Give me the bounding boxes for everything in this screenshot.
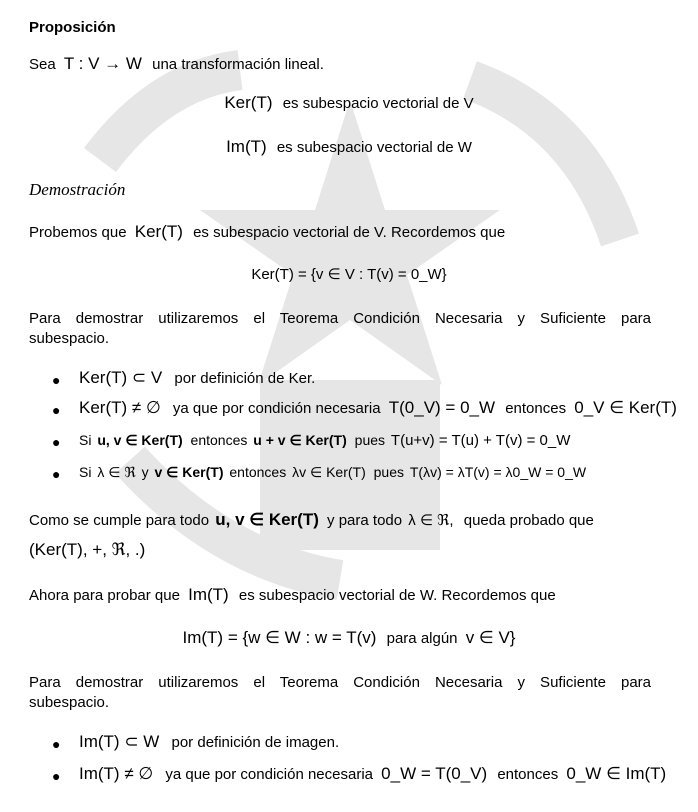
bullet-icon: ● [52, 402, 61, 418]
im-definition-post: v ∈ V} [465, 628, 516, 647]
im-bullet-1-text: por definición de imagen. [171, 734, 340, 751]
ker-bullet-3 [79, 430, 570, 451]
ker-bullet-4 [79, 462, 586, 482]
ker-bullet-2-result: 0_V ∈ Ker(T) [574, 398, 677, 417]
ker-conclusion-pre: Como se cumple para todo [29, 512, 210, 529]
ker-definition: Ker(T) = {v ∈ V : T(v) = 0_W} [251, 266, 447, 283]
ker-bullet-2-then: entonces [505, 400, 567, 417]
ker-bullet-2-eq: T(0_V) = 0_W [388, 398, 496, 417]
im-definition [0, 628, 698, 649]
ker-bullet-1-text: por definición de Ker. [174, 370, 316, 387]
ker-lead-post: es subespacio vectorial de V. Recordemos que [193, 224, 506, 241]
bullet-icon: ● [52, 434, 61, 450]
claim-ker-text: es subespacio vectorial de V [282, 95, 474, 112]
claim-im-text: es subespacio vectorial de W [276, 139, 472, 156]
intro-rest: una transformación lineal. [152, 56, 324, 73]
ker-conclusion-mid: y para todo [327, 512, 403, 529]
ker-paragraph-line2: subespacio. [29, 330, 110, 347]
im-bullet-2-eq: 0_W = T(0_V) [381, 764, 488, 783]
intro-line [29, 54, 324, 75]
ker-bullet-4-m3: λv ∈ Ker(T) [292, 464, 366, 480]
ker-bullet-2-math: Ker(T) ≠ ∅ [79, 398, 161, 417]
proof-title: Demostración [29, 180, 126, 199]
ker-bullet-1-math: Ker(T) ⊂ V [79, 368, 163, 387]
im-paragraph-line1: Para demostrar utilizaremos el Teorema Condición Necesaria y Suficiente para [29, 674, 651, 691]
intro-map: T : V → W [63, 54, 142, 73]
im-lead-post: es subespacio vectorial de W. Recordemos que [238, 587, 556, 604]
ker-bullet-4-m1: λ ∈ ℜ [97, 464, 136, 480]
ker-bullet-3-m3: T(u+v) = T(u) + T(v) = 0_W [390, 432, 571, 449]
im-lead [29, 585, 556, 606]
ker-bullet-1 [79, 368, 315, 389]
ker-paragraph-line1: Para demostrar utilizaremos el Teorema Condición Necesaria y Suficiente para [29, 310, 651, 327]
im-definition-mid: para algún [386, 630, 458, 647]
im-bullet-2-result: 0_W ∈ Im(T) [566, 764, 667, 783]
im-lead-math: Im(T) [188, 585, 229, 604]
ker-lead-pre: Probemos que [29, 224, 127, 241]
claim-im [0, 137, 698, 158]
ker-bullet-3-m1: u, v ∈ Ker(T) [97, 432, 183, 448]
ker-lead-math: Ker(T) [134, 222, 183, 241]
bullet-icon: ● [52, 768, 61, 784]
bullet-icon: ● [52, 736, 61, 752]
ker-bullet-4-then: entonces [229, 464, 287, 480]
ker-structure: (Ker(T), +, ℜ, .) [29, 540, 146, 559]
ker-bullet-2-text: ya que por condición necesaria [172, 400, 381, 417]
bullet-icon: ● [52, 372, 61, 388]
intro-text: Sea [29, 56, 56, 73]
im-bullet-2 [79, 764, 666, 785]
ker-bullet-2 [79, 398, 677, 419]
ker-bullet-4-pues: pues [373, 464, 404, 480]
ker-bullet-4-and: y [141, 464, 149, 480]
ker-bullet-3-if: Si [79, 432, 92, 448]
im-bullet-1 [79, 732, 339, 753]
ker-bullet-3-pues: pues [354, 432, 386, 448]
im-lead-pre: Ahora para probar que [29, 587, 180, 604]
im-bullet-1-math: Im(T) ⊂ W [79, 732, 160, 751]
claim-ker-math: Ker(T) [224, 93, 273, 112]
section-heading: Proposición [29, 19, 116, 36]
ker-bullet-3-then: entonces [190, 432, 248, 448]
ker-bullet-4-if: Si [79, 464, 92, 480]
im-bullet-2-text: ya que por condición necesaria [165, 766, 373, 783]
ker-bullet-4-m2: v ∈ Ker(T) [154, 464, 224, 480]
ker-bullet-4-m4: T(λv) = λT(v) = λ0_W = 0_W [409, 464, 587, 480]
claim-ker [0, 93, 698, 114]
ker-conclusion-m2: λ ∈ ℜ, [408, 512, 454, 529]
ker-conclusion-m1: u, v ∈ Ker(T) [215, 510, 319, 529]
im-bullet-2-then: entonces [497, 766, 559, 783]
ker-conclusion-post: queda probado que [463, 512, 594, 529]
ker-bullet-3-m2: u + v ∈ Ker(T) [253, 432, 347, 448]
im-definition-pre: Im(T) = {w ∈ W : w = T(v) [182, 628, 377, 647]
ker-conclusion [29, 510, 594, 531]
im-bullet-2-math: Im(T) ≠ ∅ [79, 764, 154, 783]
claim-im-math: Im(T) [226, 137, 267, 156]
bullet-icon: ● [52, 466, 61, 482]
im-paragraph-line2: subespacio. [29, 694, 110, 711]
ker-lead [29, 222, 505, 243]
